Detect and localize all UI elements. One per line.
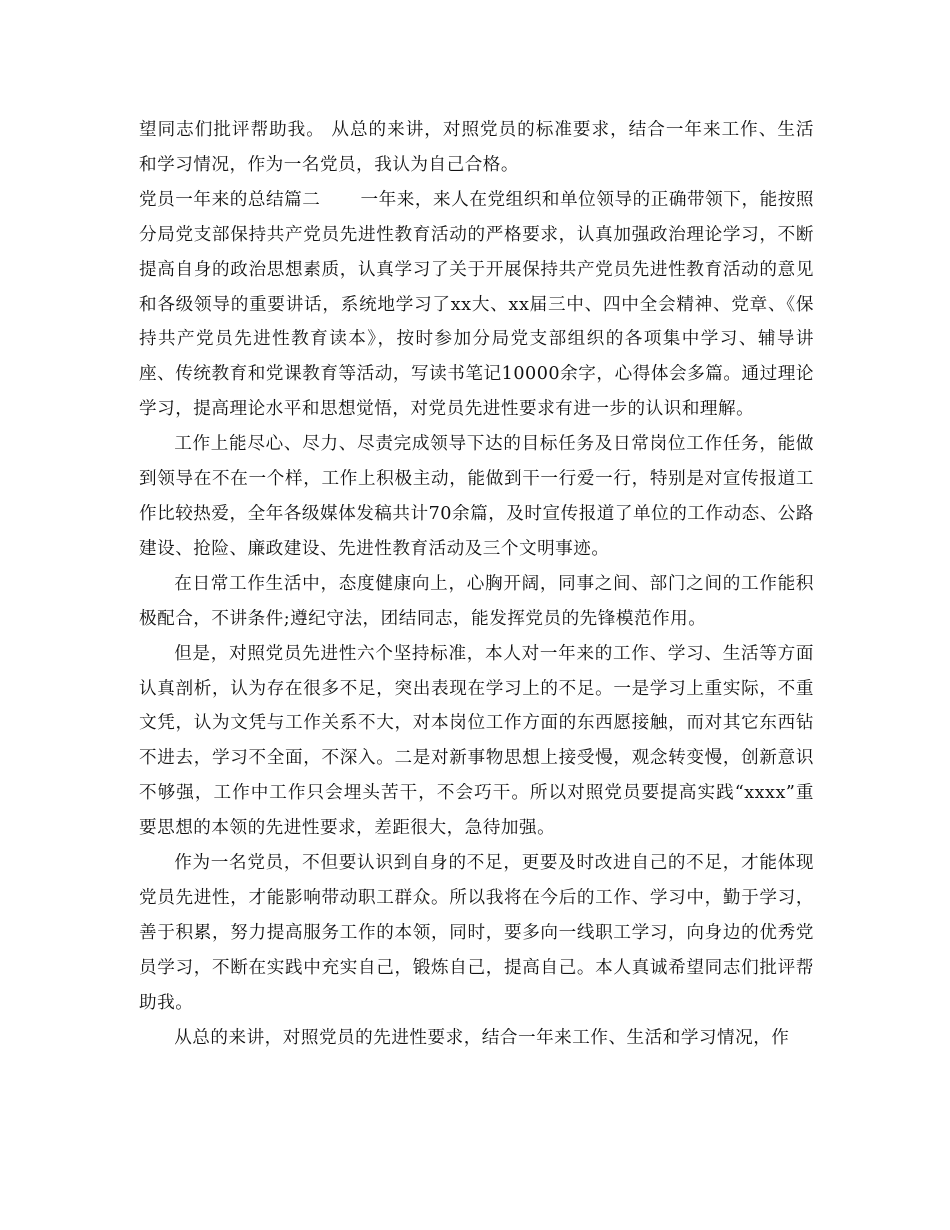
- paragraph: 从总的来讲，对照党员的先进性要求，结合一年来工作、生活和学习情况，作: [174, 1027, 790, 1048]
- section-title: 党员一年来的总结篇二: [139, 189, 321, 210]
- paragraph: 作为一名党员，不但要认识到自身的不足，更要及时改进自己的不足，才能体现党员先进性，才能影响带动职工群众。所以我将在今后的工作、学习中，勤于学习，善于积累，努力提高服务工作的本领，同时，要多向一线职工学习，向身边的优秀党员学习，不断在实践中充实自己，锻炼自己，提高自己。本人真诚希望同志们批评帮助我。: [139, 853, 814, 1013]
- paragraph: 在日常工作生活中，态度健康向上，心胸开阔，同事之间、部门之间的工作能积极配合，不讲条件;遵纪守法，团结同志，能发挥党员的先锋模范作用。: [139, 573, 814, 629]
- paragraph: 工作上能尽心、尽力、尽责完成领导下达的目标任务及日常岗位工作任务，能做到领导在不在一个样，工作上积极主动，能做到干一行爱一行，特别是对宣传报道工作比较热爱，全年各级媒体发稿共计70余篇，及时宣传报道了单位的工作动态、公路建设、抢险、廉政建设、先进性教育活动及三个文明事迹。: [139, 434, 814, 559]
- paragraph-body: 一年来，来人在党组织和单位领导的正确带领下，能按照分局党支部保持共产党员先进性教育活动的严格要求，认真加强政治理论学习，不断提高自身的政治思想素质，认真学习了关于开展保持共产党员先进性教育活动的意见和各级领导的重要讲话，系统地学习了xx大、xx届三中、四中全会精神、党章、《保持共产党员先进性教育读本》，按时参加分局党支部组织的各项集中学习、辅导讲座、传统教育和党课教育等活动，写读书笔记10000余字，心得体会多篇。通过理论学习，提高理论水平和思想觉悟，对党员先进性要求有进一步的认识和理解。: [139, 189, 814, 420]
- paragraph: 但是，对照党员先进性六个坚持标准，本人对一年来的工作、学习、生活等方面认真剖析，认为存在很多不足，突出表现在学习上的不足。一是学习上重实际，不重文凭，认为文凭与工作关系不大，对本岗位工作方面的东西愿接触，而对其它东西钻不进去，学习不全面，不深入。二是对新事物思想上接受慢，观念转变慢，创新意识不够强，工作中工作只会埋头苦干，不会巧干。所以对照党员要提高实践“xxxx”重要思想的本领的先进性要求，差距很大，急待加强。: [139, 643, 814, 839]
- document-page: [139, 113, 814, 1055]
- paragraph-with-section-title: [139, 183, 814, 427]
- paragraph: 望同志们批评帮助我。 从总的来讲，对照党员的标准要求，结合一年来工作、生活和学习情况，作为一名党员，我认为自己合格。: [139, 120, 814, 175]
